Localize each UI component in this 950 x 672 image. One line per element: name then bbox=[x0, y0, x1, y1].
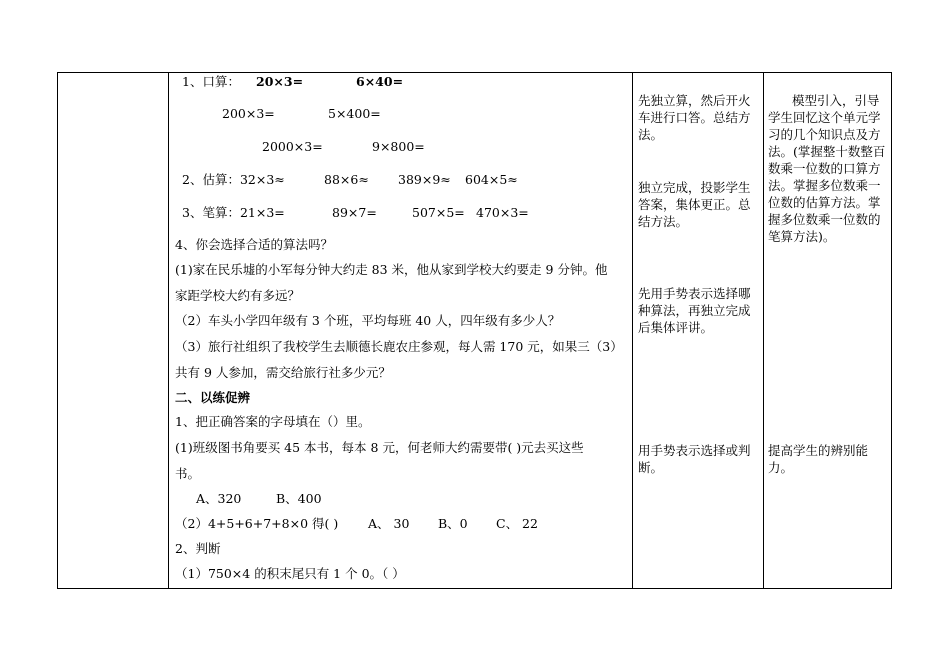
section-2-q2-1: （1）750×4 的积末尾只有 1 个 0。（ ） bbox=[175, 566, 405, 581]
q1-2-option-a: A、 30 bbox=[368, 516, 410, 531]
estimate-2: 88×6≈ bbox=[324, 172, 369, 187]
estimate-label: 2、估算：32×3≈ bbox=[182, 172, 285, 187]
question-4-3-line2: 共有 9 人参加，需交给旅行社多少元？ bbox=[175, 365, 391, 380]
oral-calc-2: 6×40= bbox=[356, 74, 404, 89]
student-activity-2: 独立完成，投影学生答案，集体更正。总结方法。 bbox=[638, 180, 751, 229]
section-2-heading: 二、以练促辨 bbox=[175, 390, 251, 405]
question-4-1-line2: 家距学校大约有多远？ bbox=[175, 288, 301, 303]
estimate-3: 389×9≈ bbox=[398, 172, 451, 187]
table-col-divider-3 bbox=[763, 72, 764, 589]
design-intent-1: 模型引入，引导学生回忆这个单元学习的几个知识点及方法。(掌握整十数整百数乘一位数的口算方法。掌握多位数乘一位数的估算方法。掌握多位数乘一位数的笔算方法)。 bbox=[768, 93, 886, 244]
question-4-title: 4、你会选择合适的算法吗？ bbox=[175, 237, 333, 252]
question-4-1-line1: (1)家在民乐墟的小军每分钟大约走 83 米，他从家到学校大约要走 9 分钟。他 bbox=[175, 262, 608, 277]
oral-calc-3: 200×3= bbox=[222, 106, 275, 121]
q1-2-option-b: B、0 bbox=[438, 516, 468, 531]
question-4-3-line1: （3）旅行社组织了我校学生去顺德长鹿农庄参观，每人需 170 元，如果三（3） bbox=[175, 339, 623, 354]
student-activity-1: 先独立算，然后开火车进行口答。总结方法。 bbox=[638, 93, 751, 142]
oral-calc-4: 5×400= bbox=[328, 106, 381, 121]
oral-calc-label: 1、口算： bbox=[182, 74, 240, 89]
oral-calc-6: 9×800= bbox=[372, 139, 425, 154]
written-4: 470×3= bbox=[476, 205, 529, 220]
table-right-border bbox=[891, 72, 892, 589]
estimate-4: 604×5≈ bbox=[465, 172, 518, 187]
table-col-divider-1 bbox=[168, 72, 169, 589]
student-activity-4: 用手势表示选择或判断。 bbox=[638, 443, 751, 475]
section-2-q2: 2、判断 bbox=[175, 541, 221, 556]
oral-calc-1: 20×3= bbox=[256, 74, 304, 89]
student-activity-3: 先用手势表示选择哪种算法，再独立完成后集体评讲。 bbox=[638, 286, 751, 335]
design-intent-2: 提高学生的辨别能力。 bbox=[768, 443, 869, 475]
table-bottom-border bbox=[57, 588, 892, 589]
table-left-border bbox=[57, 72, 58, 589]
section-2-q1-2: （2）4+5+6+7+8×0 得( ) bbox=[175, 516, 339, 531]
written-label: 3、笔算：21×3= bbox=[182, 205, 285, 220]
option-a: A、320 bbox=[196, 491, 242, 506]
q1-2-option-c: C、 22 bbox=[496, 516, 538, 531]
section-2-q1-1-line1: (1)班级图书角要买 45 本书，每本 8 元，何老师大约需要带( )元去买这些 bbox=[175, 440, 584, 455]
table-col-divider-2 bbox=[632, 72, 633, 589]
question-4-2: （2）车头小学四年级有 3 个班，平均每班 40 人，四年级有多少人？ bbox=[175, 313, 561, 328]
written-3: 507×5= bbox=[412, 205, 465, 220]
section-2-q1-1-line2: 书。 bbox=[175, 466, 201, 481]
section-2-q1: 1、把正确答案的字母填在（）里。 bbox=[175, 414, 371, 429]
written-2: 89×7= bbox=[332, 205, 377, 220]
oral-calc-5: 2000×3= bbox=[262, 139, 323, 154]
table-top-border bbox=[57, 72, 892, 73]
option-b: B、400 bbox=[276, 491, 322, 506]
